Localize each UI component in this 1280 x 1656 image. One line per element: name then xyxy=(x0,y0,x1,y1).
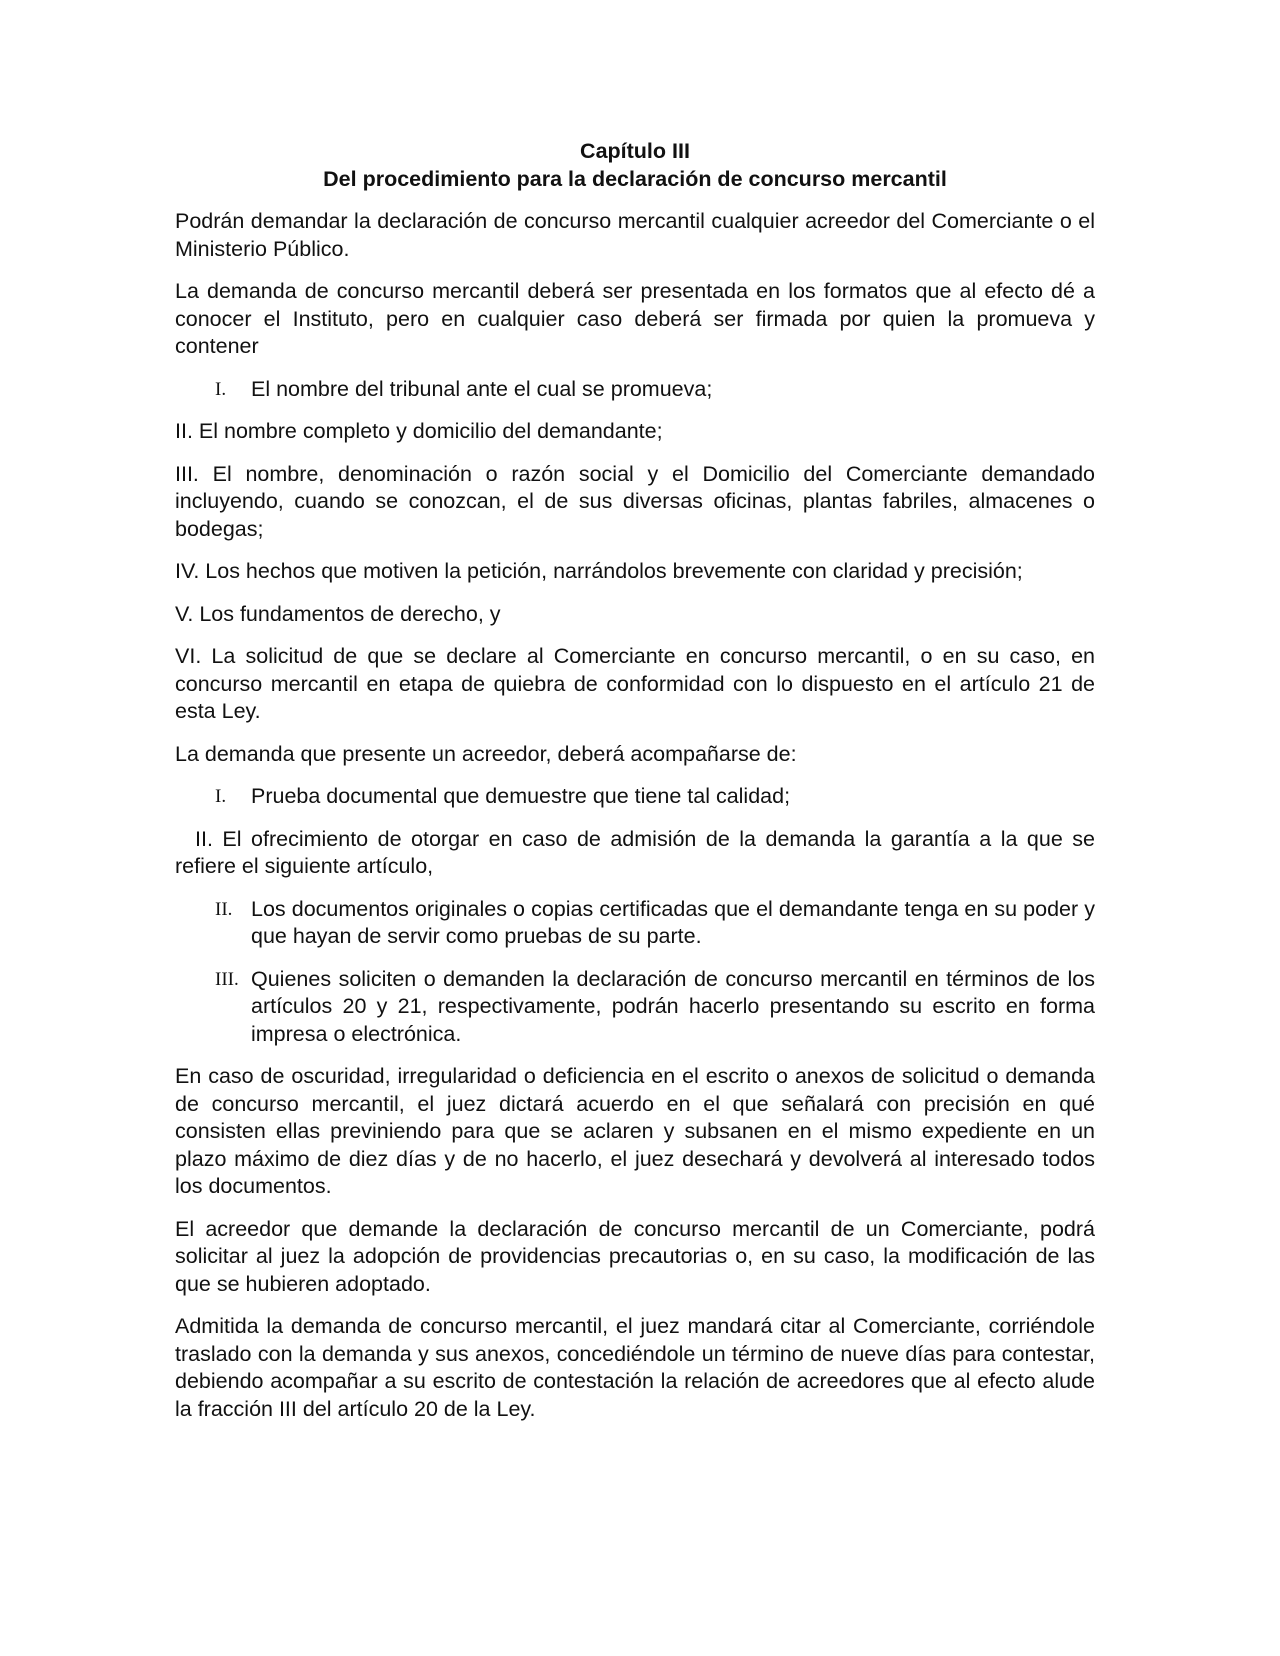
paragraph-fraction-vi: VI. La solicitud de que se declare al Comerciante en concurso mercantil, o en su caso, en concurso mercantil en etapa de quiebra de conformidad con lo dispuesto en el artículo 21 de esta Ley. xyxy=(175,644,1095,723)
paragraph-admitted-demand: Admitida la demanda de concurso mercantil, el juez mandará citar al Comerciante, corriéndole traslado con la demanda y sus anexos, concediéndole un término de nueve días para contestar, debiendo acompañar a su escrito de contestación la relación de acreedores que al efecto alude la fracción III del artículo 20 de la Ley. xyxy=(175,1314,1095,1421)
paragraph-guarantee-offer: II. El ofrecimiento de otorgar en caso de admisión de la demanda la garantía a la que se refiere el siguiente artículo, xyxy=(175,826,1095,878)
list-item-number: I. xyxy=(215,378,227,400)
paragraph-precautionary-measures: El acreedor que demande la declaración de concurso mercantil de un Comerciante, podrá solicitar al juez la adopción de providencias precautorias o, en su caso, la modificación de las que se hubieren adoptado. xyxy=(175,1216,1095,1296)
paragraph-who-may-demand: Podrán demandar la declaración de concurso mercantil cualquier acreedor del Comerciante o el Ministerio Público. xyxy=(175,209,1095,261)
paragraph-deficiency: En caso de oscuridad, irregularidad o deficiencia en el escrito o anexos de solicitud o demanda de concurso mercantil, el juez dictará acuerdo en el que señalará con precisión en qué consisten ellas previniendo para que se aclaren y subsanen en el mismo expediente en un plazo máximo de diez días y de no hacerlo, el juez desechará y devolverá al interesado todos los documentos. xyxy=(175,1064,1095,1198)
paragraph-demand-format: La demanda de concurso mercantil deberá ser presentada en los formatos que al efecto dé a conocer el Instituto, pero en cualquier caso deberá ser firmada por quien la promueva y contener xyxy=(175,279,1095,358)
chapter-heading: Del procedimiento para la declaración de concurso mercantil xyxy=(323,166,947,191)
list-item-text: Quienes soliciten o demanden la declaración de concurso mercantil en términos de los artículos 20 y 21, respectivamente, podrán hacerlo presentando su escrito en forma impresa o electrónica. xyxy=(251,966,1095,1046)
paragraph-fraction-iv: IV. Los hechos que motiven la petición, narrándolos brevemente con claridad y precisión; xyxy=(175,559,1023,583)
list-item xyxy=(175,896,1095,951)
list-item xyxy=(175,376,1095,404)
list-item-number: III. xyxy=(215,968,239,990)
list-item-number: I. xyxy=(215,786,227,807)
list-item xyxy=(175,783,1095,811)
paragraph-fraction-iii: III. El nombre, denominación o razón social y el Domicilio del Comerciante demandado incluyendo, cuando se conozcan, el de sus diversas oficinas, plantas fabriles, almacenes o bodegas; xyxy=(175,461,1095,541)
list-item xyxy=(175,966,1095,1049)
list-item-text: Prueba documental que demuestre que tiene tal calidad; xyxy=(251,784,791,808)
document-page xyxy=(175,138,1095,1438)
paragraph-fraction-v: V. Los fundamentos de derecho, y xyxy=(175,601,501,626)
paragraph-fraction-ii: II. El nombre completo y domicilio del demandante; xyxy=(175,419,663,443)
list-item-number: II. xyxy=(215,898,233,920)
list-item-text: Los documentos originales o copias certificadas que el demandante tenga en su poder y que hayan de servir como pruebas de su parte. xyxy=(251,896,1095,948)
list-item-text: El nombre del tribunal ante el cual se promueva; xyxy=(251,376,713,401)
paragraph-creditor-attachments: La demanda que presente un acreedor, deberá acompañarse de: xyxy=(175,741,797,766)
chapter-title: Capítulo III xyxy=(580,139,690,163)
